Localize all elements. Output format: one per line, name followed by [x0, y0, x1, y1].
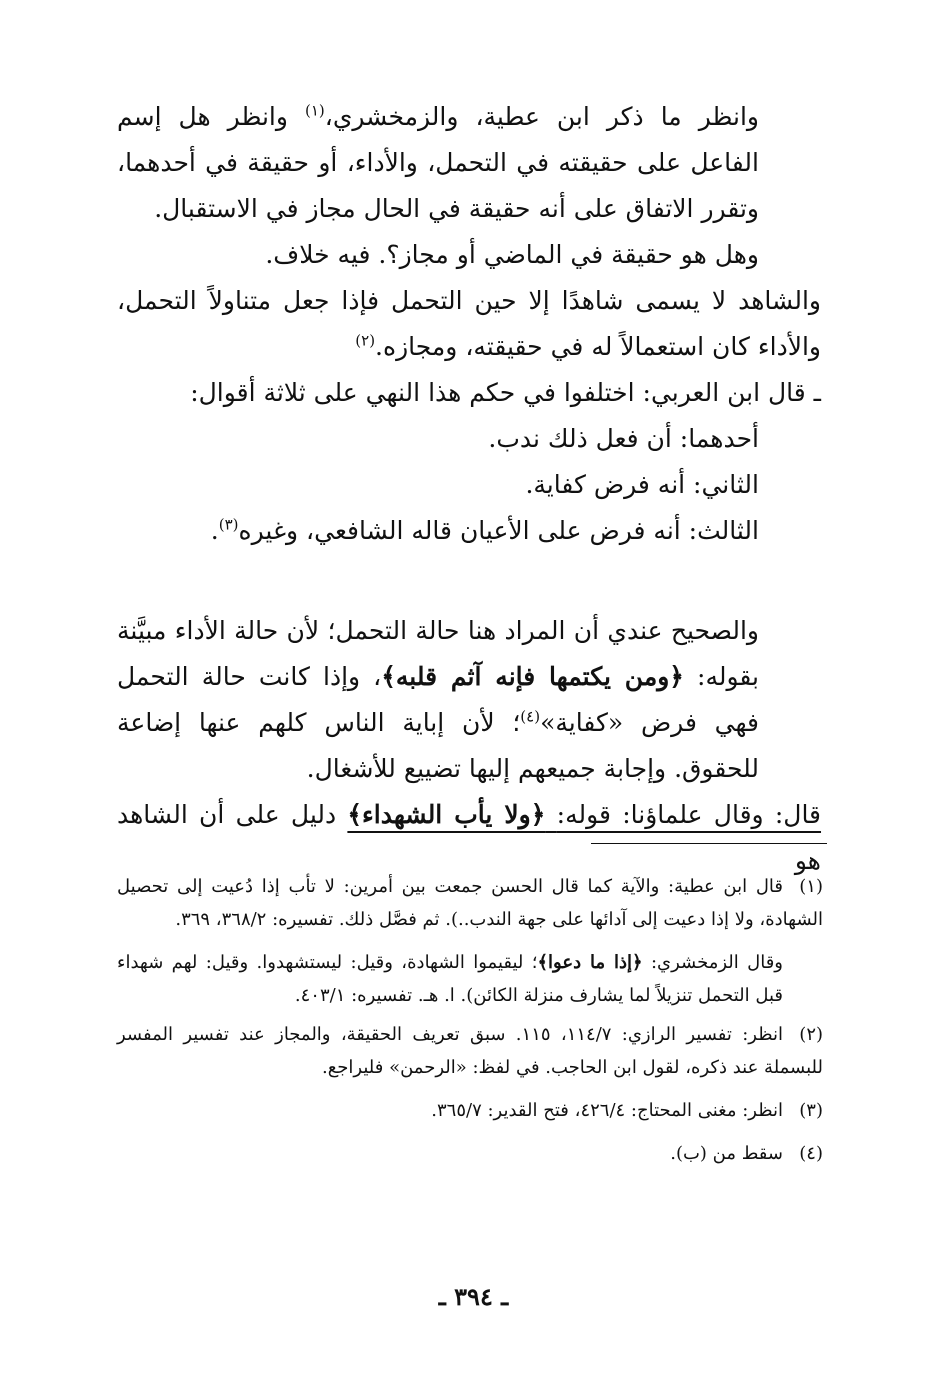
- page-number: ـ ٣٩٤ ـ: [438, 1282, 509, 1311]
- paragraph-2: وهل هو حقيقة في الماضي أو مجاز؟. فيه خلاف.: [265, 240, 759, 269]
- footnote-ref-2[interactable]: (٢): [355, 331, 376, 350]
- footnote-1b-part-a: وقال الزمخشري:: [650, 952, 783, 973]
- footnotes: [117, 870, 823, 1180]
- footnote-1: [117, 870, 823, 936]
- paragraph-9-part-b: دليل على أن الشاهد هو: [117, 800, 821, 875]
- paragraph-3: [117, 278, 821, 370]
- paragraph-9-part-a: قال: وقال علماؤنا: قوله:: [556, 800, 822, 829]
- paragraph-5: أحدهما: أن فعل ذلك ندب.: [488, 424, 759, 453]
- footnote-3-text: انظر: مغنى المحتاج: ٤٢٦/٤، فتح القدير: ٣٦٥/٧.: [431, 1100, 783, 1121]
- paragraph-7-text: الثالث: أنه فرض على الأعيان قاله الشافعي، وغيره: [238, 516, 759, 545]
- footnote-separator: [591, 843, 827, 844]
- paragraph-4: ـ قال ابن العربي: اختلفوا في حكم هذا النهي على ثلاثة أقوال:: [190, 378, 821, 407]
- footnote-4-number: (٤): [799, 1143, 823, 1164]
- footnote-4-text: سقط من (ب).: [670, 1143, 783, 1164]
- footnote-1-number: (١): [799, 876, 823, 897]
- footnote-1-continued: [117, 946, 823, 1012]
- paragraph-8: [117, 608, 821, 792]
- footnote-ref-3[interactable]: (٣): [218, 515, 239, 534]
- footnote-2-text: انظر: تفسير الرازي: ١١٤/٧، ١١٥. سبق تعريف الحقيقة، والمجاز عند تفسير المفسر للبسملة عند ذكره، لقول ابن الحاجب. في لفظ: «الرحمن» فليراجع.: [117, 1024, 823, 1078]
- paragraph-1-rest: وانظر هل إسم الفاعل على حقيقته في التحمل، والأداء، أو حقيقة في أحدهما، وتقرر الاتفاق على أنه حقيقة في الحال مجاز في الاستقبال.: [117, 102, 759, 223]
- paragraph-1-text: وانظر ما ذكر ابن عطية، والزمخشري،: [324, 102, 759, 131]
- paragraph-9-underlined: [347, 800, 821, 829]
- footnote-2: [117, 1018, 823, 1084]
- quran-verse-2: ﴿ولا يأب الشهداء﴾: [347, 800, 546, 829]
- footnote-1-text: قال ابن عطية: والآية كما قال الحسن جمعت بين أمرين: لا تأب إذا دُعيت إلى تحصيل الشهادة، ولا إذا دعيت إلى آدائها على جهة الندب..). ثم فصَّل ذلك. تفسيره: ٣٦٨/٢، ٣٦٩.: [117, 876, 823, 930]
- footnote-3-number: (٣): [799, 1100, 823, 1121]
- footnote-1b-part-b: ؛ ليقيموا الشهادة، وقيل: ليستشهدوا. وقيل: لهم شهداء قبل التحمل تنزيلاً لما يشارف منزلة الكائن). ا. هـ. تفسيره: ٤٠٣/١.: [117, 952, 783, 1006]
- main-text: [117, 94, 821, 884]
- paragraph-7-end: .: [210, 516, 219, 545]
- quran-verse-1: ﴿ومن يكتمها فإنه آثم قلبه﴾: [381, 662, 684, 691]
- paragraph-8-part-a: والصحيح عندي أن المراد هنا حالة التحمل؛ لأن حالة الأداء مبيَّنة بقوله:: [117, 616, 760, 691]
- paragraph-8-part-c: ؛ لأن إباية الناس كلهم عنها إضاعة للحقوق. وإجابة جميعهم إليها تضييع للأشغال.: [117, 708, 759, 783]
- paragraph-1: [117, 94, 821, 232]
- paragraph-gap: [117, 554, 821, 608]
- paragraph-8-part-b: ، وإذا كانت حالة التحمل فهي فرض «كفاية»: [117, 662, 759, 737]
- footnote-4: [117, 1137, 823, 1170]
- footnote-2-number: (٢): [799, 1024, 824, 1045]
- footnote-3: [117, 1094, 823, 1127]
- paragraph-3-text: والشاهد لا يسمى شاهدًا إلا حين التحمل فإذا جعل متناولاً التحمل، والأداء كان استعمالاً له في حقيقته، ومجازه.: [117, 286, 821, 361]
- paragraph-6: الثاني: أنه فرض كفاية.: [525, 470, 759, 499]
- paragraph-7: [117, 508, 821, 554]
- footnote-ref-1[interactable]: (١): [304, 101, 325, 120]
- footnote-1b-verse: ﴿إذا ما دعوا﴾: [537, 952, 643, 973]
- footnote-ref-4[interactable]: (٤): [520, 707, 541, 726]
